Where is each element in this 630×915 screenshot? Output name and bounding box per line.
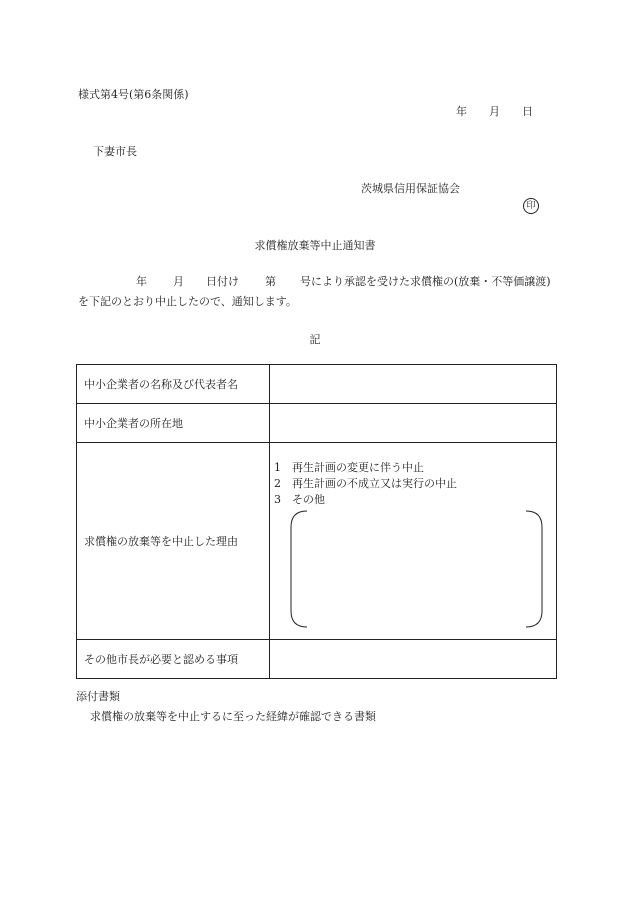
- info-table: [76, 364, 557, 679]
- row-label-reason: 求償権の放棄等を中止した理由: [77, 443, 270, 640]
- document-title: 求償権放棄等中止通知書: [254, 239, 376, 252]
- body-dated: 日付け: [206, 275, 239, 288]
- attachments-heading: 添付書類: [76, 690, 120, 703]
- date-month: 月: [489, 105, 500, 118]
- date-day: 日: [522, 105, 533, 118]
- reason-option-2[interactable]: 2 再生計画の不成立又は実行の中止: [274, 477, 457, 490]
- reason-option-1[interactable]: 1 再生計画の変更に伴う中止: [274, 461, 424, 474]
- body-main-text: 号により承認を受けた求償権の(放棄・不等価譲渡)を下記のとおり中止したので、通知します。: [78, 275, 551, 308]
- ki-heading: 記: [309, 333, 321, 346]
- seal-mark: 印: [523, 198, 539, 214]
- row-label-company-address: 中小企業者の所在地: [77, 404, 270, 443]
- date-line: [456, 103, 533, 119]
- date-year: 年: [456, 105, 467, 118]
- row-label-company-name: 中小企業者の名称及び代表者名: [77, 365, 270, 404]
- body-month: 月: [173, 275, 184, 288]
- body-year: 年: [136, 275, 147, 288]
- company-name-field[interactable]: [270, 365, 557, 404]
- attachments-item: 求償権の放棄等を中止するに至った経緯が確認できる書類: [90, 710, 376, 723]
- body-dai: 第: [265, 275, 276, 288]
- sender: 茨城県信用保証協会: [361, 182, 460, 195]
- body-text: [78, 272, 553, 312]
- table-row: [77, 640, 557, 679]
- reason-options: [270, 443, 556, 639]
- reason-cell: [270, 443, 557, 640]
- other-matters-field[interactable]: [270, 640, 557, 679]
- form-number: 様式第4号(第6条関係): [78, 88, 189, 101]
- reason-option-3[interactable]: 3 その他: [274, 493, 325, 506]
- table-row: [77, 404, 557, 443]
- row-label-other-matters: その他市長が必要と認める事項: [77, 640, 270, 679]
- addressee: 下妻市長: [93, 145, 137, 158]
- other-reason-bracket[interactable]: [289, 509, 544, 629]
- company-address-field[interactable]: [270, 404, 557, 443]
- table-row: [77, 365, 557, 404]
- table-row: [77, 443, 557, 640]
